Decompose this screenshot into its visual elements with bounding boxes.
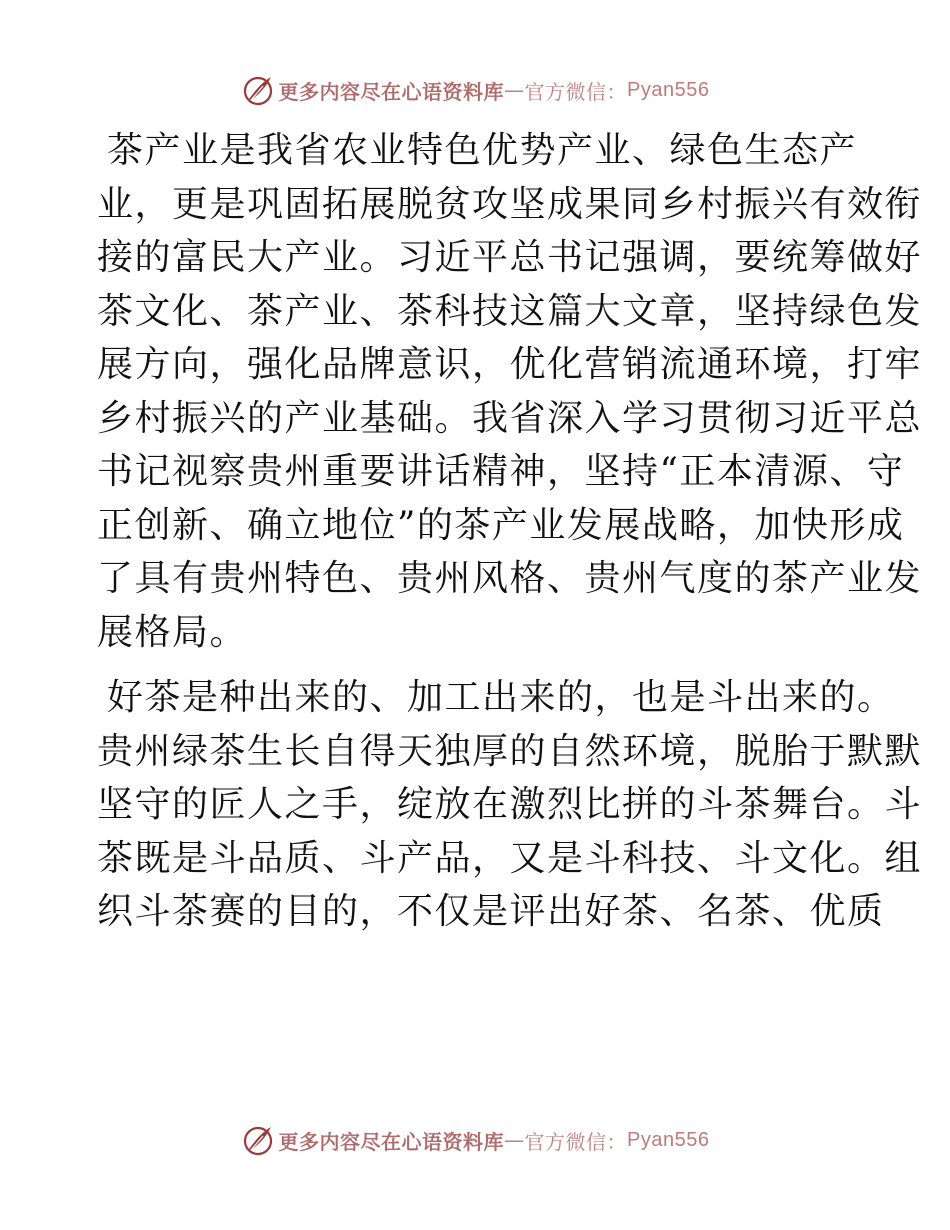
text-line: 书记视察贵州重要讲话精神，坚持“正本清源、守: [97, 451, 905, 492]
footer-watermark-banner: [0, 1120, 950, 1160]
text-line: 接的富民大产业。习近平总书记强调，要统筹做好: [97, 237, 923, 278]
text-line: 好茶是种出来的、加工出来的，也是斗出来的。: [107, 677, 895, 718]
text-line: 展格局。: [97, 611, 248, 653]
banner-wechat-id: Pyan556: [627, 1128, 710, 1151]
paragraph-1: [97, 124, 923, 659]
banner-separator: —: [504, 78, 525, 102]
header-watermark-banner: [0, 70, 950, 110]
text-line: 茶文化、茶产业、茶科技这篇大文章，坚持绿色发: [97, 290, 923, 332]
banner-contact-label: 官方微信：: [524, 1129, 628, 1154]
banner-separator: —: [504, 1128, 525, 1152]
text-line: 茶既是斗品质、斗产品，又是斗科技、斗文化。组: [97, 837, 923, 879]
text-line: 贵州绿茶生长自得天独厚的自然环境，脱胎于默默: [97, 730, 923, 772]
feather-pen-circle-icon: [241, 1123, 275, 1157]
text-line: 茶产业是我省农业特色优势产业、绿色生态产: [107, 130, 858, 171]
text-line: 织斗茶赛的目的，不仅是评出好茶、名茶、优质: [97, 891, 885, 932]
banner-brand-text: 更多内容尽在心语资料库: [278, 1129, 505, 1154]
text-line: 展方向，强化品牌意识，优化营销流通环境，打牢: [97, 344, 923, 385]
banner-contact-label: 官方微信：: [524, 79, 628, 104]
feather-pen-circle-icon: [241, 73, 275, 107]
text-line: 了具有贵州特色、贵州风格、贵州气度的茶产业发: [97, 558, 923, 599]
text-line: 业，更是巩固拓展脱贫攻坚成果同乡村振兴有效衔: [97, 183, 923, 225]
text-line: 正创新、确立地位”的茶产业发展战略，加快形成: [97, 504, 905, 546]
banner-brand-text: 更多内容尽在心语资料库: [278, 79, 505, 104]
text-line: 乡村振兴的产业基础。我省深入学习贯彻习近平总: [97, 397, 923, 439]
text-line: 坚守的匠人之手，绽放在激烈比拼的斗茶舞台。斗: [97, 784, 923, 825]
banner-wechat-id: Pyan556: [627, 78, 710, 101]
document-body: [97, 124, 923, 939]
paragraph-gap: [97, 659, 853, 671]
paragraph-2: [97, 671, 923, 939]
